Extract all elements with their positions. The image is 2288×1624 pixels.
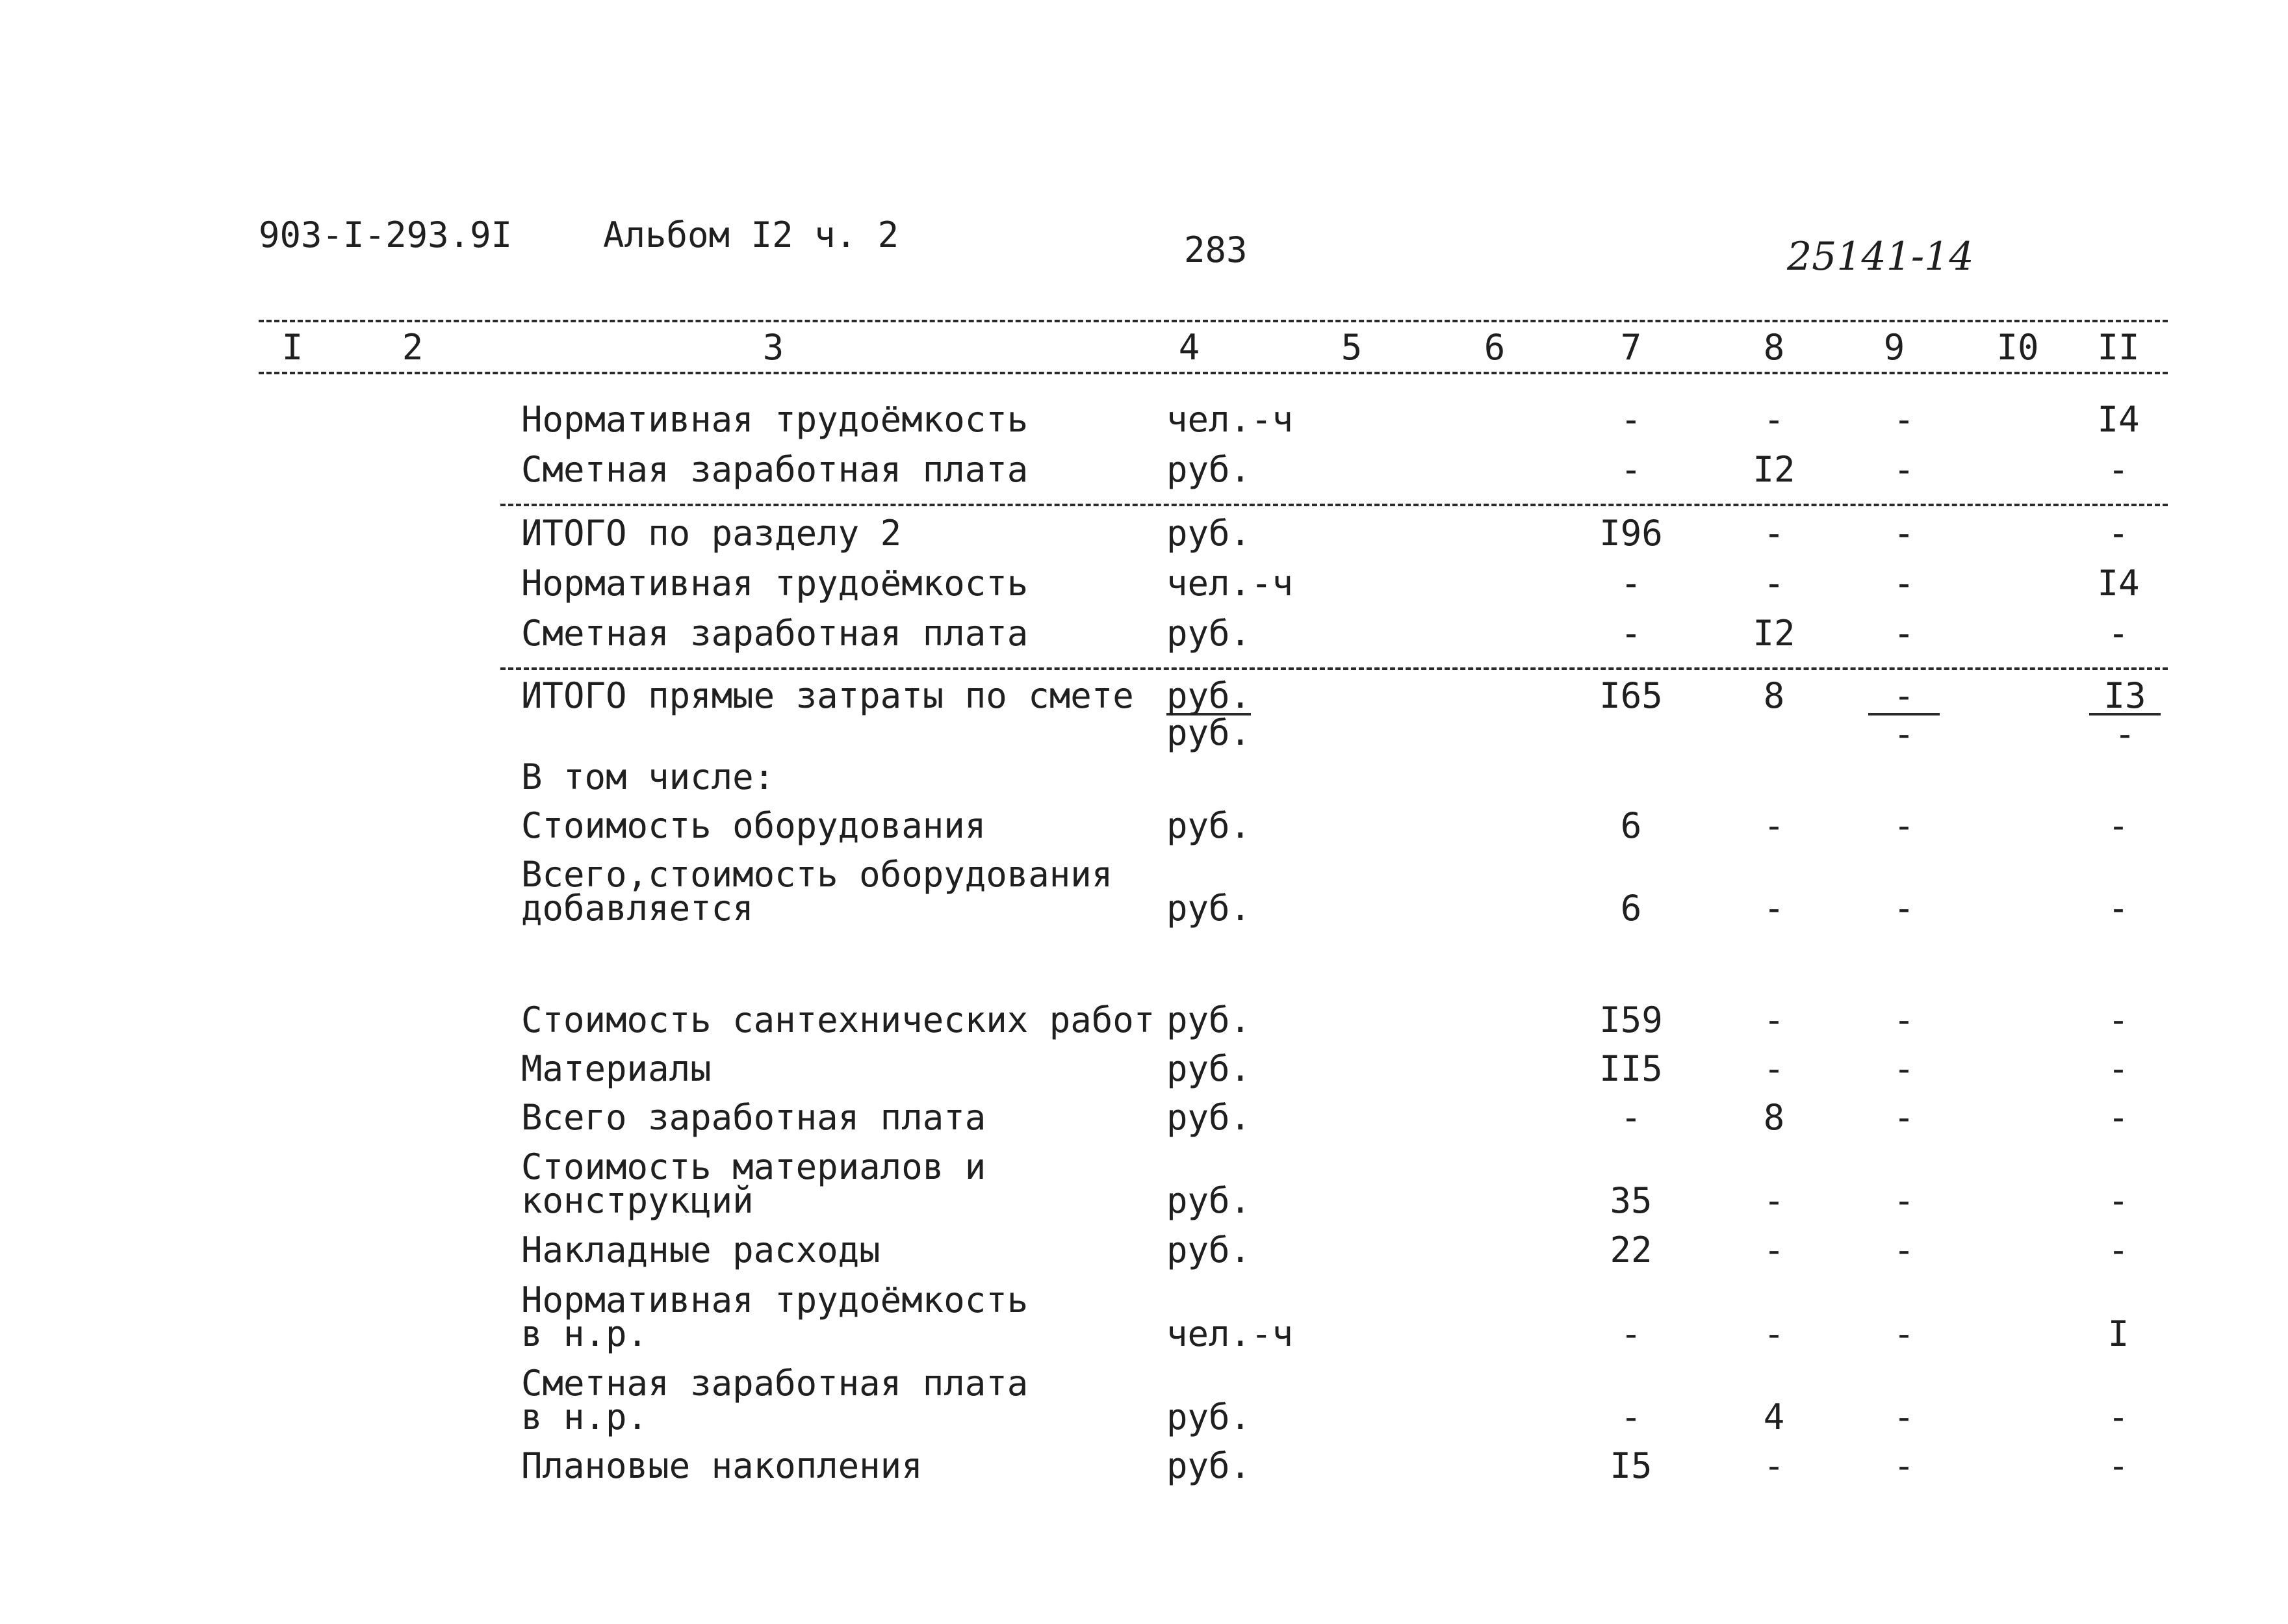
cell-col11: - [2107, 513, 2129, 554]
cell-col8: - [1763, 805, 1785, 846]
header-rule-bottom [259, 372, 2168, 374]
cell-col7: - [1620, 563, 1642, 604]
cell-col9: - [1893, 613, 1915, 654]
row-unit: руб. [1166, 1445, 1252, 1486]
cell-col11: - [2107, 1097, 2129, 1138]
cell-col7: - [1620, 1397, 1642, 1437]
row-label: Всего,стоимость оборудования добавляется [521, 854, 1113, 929]
cell-col8: I2 [1753, 613, 1795, 654]
column-number-9: 9 [1883, 327, 1905, 368]
row-label: Стоимость материалов и конструкций [521, 1146, 986, 1221]
column-number-8: 8 [1763, 327, 1785, 368]
cell-col7: - [1620, 613, 1642, 654]
column-number-2: 2 [402, 327, 424, 368]
cell-col9: - [1893, 513, 1915, 554]
cell-col9: - [1893, 399, 1915, 440]
cell-col9: - [1893, 1230, 1915, 1270]
cell-col7: 6 [1620, 888, 1642, 929]
row-label: Стоимость сантехнических работ [521, 999, 1155, 1040]
column-number-11: II [2097, 327, 2140, 368]
row-unit: руб. [1166, 888, 1252, 929]
cell-col9-secondary: - [1893, 714, 1915, 754]
row-unit: руб. [1166, 613, 1252, 654]
row-label: Всего заработная плата [521, 1097, 986, 1138]
row-unit-secondary: руб. [1166, 712, 1252, 753]
row-label: ИТОГО прямые затраты по смете [521, 675, 1134, 716]
column-number-7: 7 [1620, 327, 1642, 368]
row-unit: руб. [1166, 1180, 1252, 1221]
cell-col9: - [1893, 563, 1915, 604]
cell-col11: I4 [2097, 399, 2140, 440]
cell-col7: - [1620, 449, 1642, 490]
cell-col8: - [1763, 888, 1785, 929]
row-label: Сметная заработная плата [521, 613, 1029, 654]
section-rule-2 [500, 667, 2168, 670]
cell-col8: - [1763, 1180, 1785, 1221]
cell-col7: 22 [1610, 1230, 1652, 1270]
table-row-total [0, 675, 2288, 754]
column-number-6: 6 [1484, 327, 1506, 368]
cell-col11: - [2107, 1445, 2129, 1486]
cell-col11: - [2107, 999, 2129, 1040]
row-unit: чел.-ч [1166, 399, 1294, 440]
column-number-1: I [281, 327, 303, 368]
cell-col9: - [1893, 1313, 1915, 1354]
row-label: Плановые накопления [521, 1445, 923, 1486]
handwritten-stamp: 25141-14 [1787, 234, 1974, 279]
cell-col8: - [1763, 999, 1785, 1040]
cell-col11: - [2107, 888, 2129, 929]
cell-col11-secondary: - [2114, 714, 2136, 754]
row-label: Нормативная трудоёмкость [521, 563, 1029, 604]
cell-col9: - [1893, 1180, 1915, 1221]
header-rule-top [259, 320, 2168, 322]
row-unit: руб. [1166, 1397, 1252, 1437]
cell-col9: - [1893, 1097, 1915, 1138]
cell-col7: I65 [1599, 675, 1663, 716]
row-unit: руб. [1166, 675, 1252, 716]
cell-col8: 8 [1763, 1097, 1785, 1138]
cell-col7: - [1620, 1097, 1642, 1138]
row-label: ИТОГО по разделу 2 [521, 513, 902, 554]
album-label: Альбом I2 ч. 2 [603, 214, 899, 255]
cell-col11: - [2107, 1180, 2129, 1221]
cell-col11: - [2107, 1048, 2129, 1089]
cell-col11: I4 [2097, 563, 2140, 604]
cell-col8: - [1763, 1313, 1785, 1354]
column-number-5: 5 [1341, 327, 1363, 368]
cell-col9: - [1893, 888, 1915, 929]
row-label: Сметная заработная плата [521, 449, 1029, 490]
row-unit: чел.-ч [1166, 563, 1294, 604]
cell-col11: - [2107, 449, 2129, 490]
row-unit: руб. [1166, 999, 1252, 1040]
row-label: Накладные расходы [521, 1230, 880, 1270]
cell-col8: 8 [1763, 675, 1785, 716]
cell-col7: 6 [1620, 805, 1642, 846]
cell-col11: I [2107, 1313, 2129, 1354]
cell-col9: - [1893, 805, 1915, 846]
cell-col7: - [1620, 399, 1642, 440]
cell-col8: - [1763, 1230, 1785, 1270]
row-unit: руб. [1166, 805, 1252, 846]
cell-col9: - [1893, 1397, 1915, 1437]
cell-col11: I3 [2089, 679, 2161, 715]
column-number-10: I0 [1996, 327, 2039, 368]
column-number-4: 4 [1178, 327, 1200, 368]
row-unit: руб. [1166, 1230, 1252, 1270]
cell-col9: - [1893, 1445, 1915, 1486]
cell-col11: - [2107, 1397, 2129, 1437]
row-unit: чел.-ч [1166, 1313, 1294, 1354]
page-number: 283 [1184, 229, 1248, 270]
row-label: В том числе: [521, 756, 775, 797]
row-unit: руб. [1166, 449, 1252, 490]
row-unit: руб. [1166, 1048, 1252, 1089]
cell-col7: I96 [1599, 513, 1663, 554]
row-label: Нормативная трудоёмкость в н.р. [521, 1280, 1029, 1354]
cell-col8: I2 [1753, 449, 1795, 490]
cell-col9: - [1893, 1048, 1915, 1089]
cell-col9: - [1893, 999, 1915, 1040]
row-label: Стоимость оборудования [521, 805, 986, 846]
cell-col8: - [1763, 1445, 1785, 1486]
cell-col9: - [1868, 679, 1940, 715]
cell-col8: 4 [1763, 1397, 1785, 1437]
cell-col11: - [2107, 805, 2129, 846]
cell-col9: - [1893, 449, 1915, 490]
cell-col7: I59 [1599, 999, 1663, 1040]
cell-col7: I5 [1610, 1445, 1652, 1486]
row-label: Материалы [521, 1048, 712, 1089]
cell-col11: - [2107, 1230, 2129, 1270]
doc-code: 903-I-293.9I [259, 214, 513, 255]
cell-col7: 35 [1610, 1180, 1652, 1221]
row-label: Нормативная трудоёмкость [521, 399, 1029, 440]
cell-col7: II5 [1599, 1048, 1663, 1089]
cell-col7: - [1620, 1313, 1642, 1354]
cell-col8: - [1763, 563, 1785, 604]
section-rule-1 [500, 504, 2168, 506]
cell-col8: - [1763, 399, 1785, 440]
cell-col8: - [1763, 513, 1785, 554]
row-label: Сметная заработная плата в н.р. [521, 1363, 1029, 1437]
row-unit: руб. [1166, 1097, 1252, 1138]
row-unit: руб. [1166, 513, 1252, 554]
column-number-3: 3 [762, 327, 784, 368]
cell-col11: - [2107, 613, 2129, 654]
cell-col8: - [1763, 1048, 1785, 1089]
